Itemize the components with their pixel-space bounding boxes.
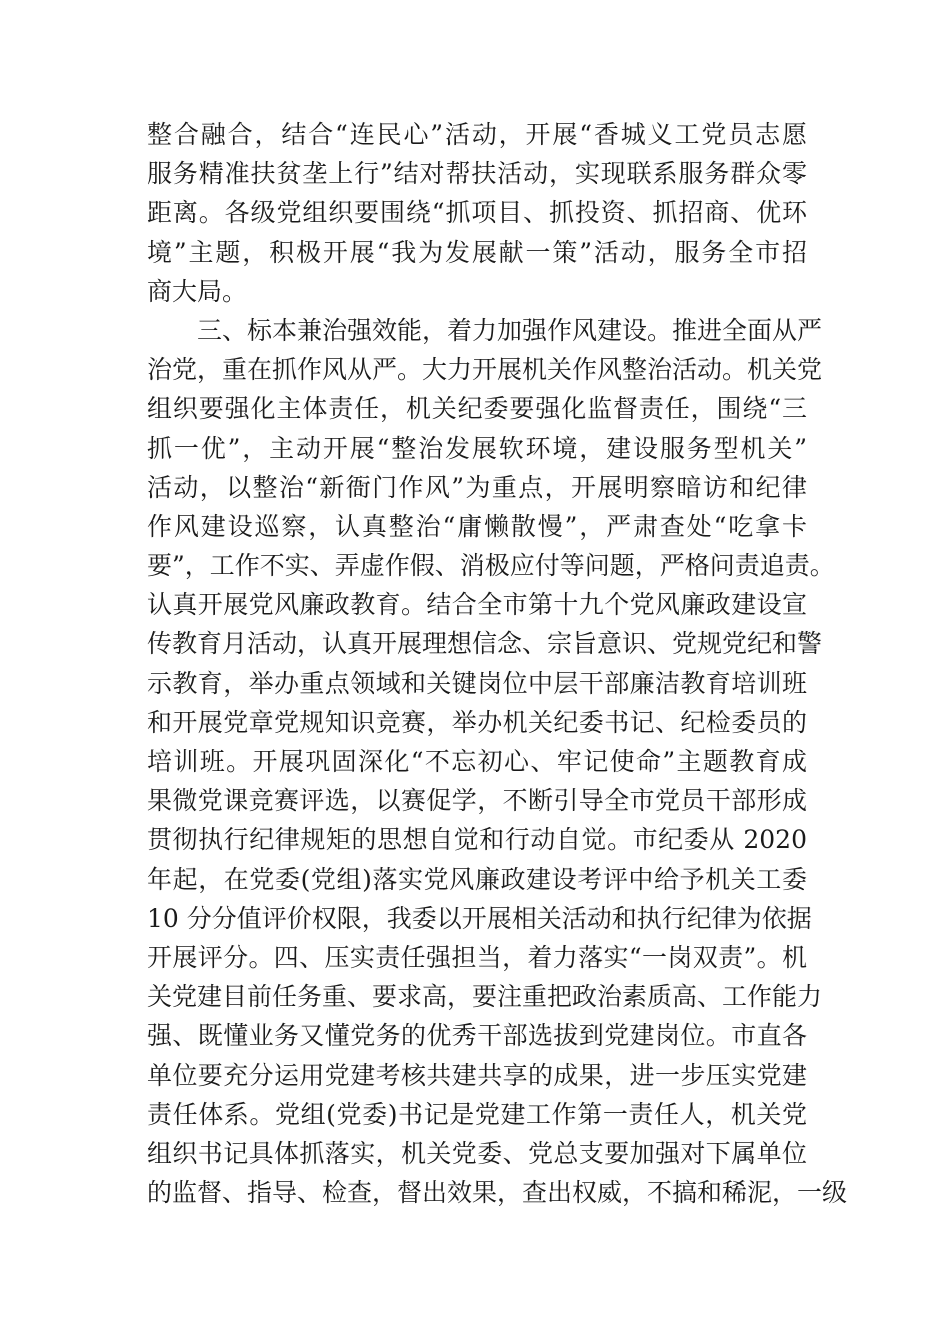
text-line: 传教育月活动，认真开展理想信念、宗旨意识、党规党纪和警	[147, 629, 823, 659]
text-line: 治党，重在抓作风从严。大力开展机关作风整治活动。机关党	[147, 355, 823, 385]
text-line: 果微党课竞赛评选，以赛促学，不断引导全市党员干部形成	[147, 786, 807, 816]
text-line: 强、既懂业务又懂党务的优秀干部选拔到党建岗位。市直各	[147, 1021, 807, 1051]
body-text	[147, 115, 848, 1212]
text-line: 10 分分值评价权限，我委以开展相关活动和执行纪律为依据	[147, 903, 812, 933]
text-line: 关党建目前任务重、要求高，要注重把政治素质高、工作能力	[147, 982, 823, 1012]
text-line: 示教育，举办重点领域和关键岗位中层干部廉洁教育培训班	[147, 668, 807, 698]
text-line: 责任体系。党组(党委)书记是党建工作第一责任人，机关党	[147, 1099, 807, 1129]
text-line: 商大局。	[147, 276, 248, 306]
text-line: 年起，在党委(党组)落实党风廉政建设考评中给予机关工委	[147, 864, 807, 894]
text-line: 作风建设巡察，认真整治“庸懒散慢”，严肃查处“吃拿卡	[147, 511, 807, 541]
text-line: 单位要充分运用党建考核共建共享的成果，进一步压实党建	[147, 1060, 807, 1090]
text-line: 和开展党章党规知识竞赛，举办机关纪委书记、纪检委员的	[147, 707, 807, 737]
text-line: 贯彻执行纪律规矩的思想自觉和行动自觉。市纪委从 2020	[147, 825, 807, 855]
text-line: 活动，以整治“新衙门作风”为重点，开展明察暗访和纪律	[147, 472, 807, 502]
text-line: 组织要强化主体责任，机关纪委要强化监督责任，围绕“三	[147, 394, 807, 424]
text-line: 要”，工作不实、弄虚作假、消极应付等问题，严格问责追责。	[147, 551, 835, 581]
text-line: 认真开展党风廉政教育。结合全市第十九个党风廉政建设宣	[147, 590, 807, 620]
text-line: 的监督、指导、检查，督出效果，查出权威，不搞和稀泥，一级	[147, 1178, 848, 1208]
text-line: 组织书记具体抓落实，机关党委、党总支要加强对下属单位	[147, 1138, 807, 1168]
text-line: 抓一优”，主动开展“整治发展软环境，建设服务型机关”	[147, 433, 807, 463]
text-line: 开展评分。四、压实责任强担当，着力落实“一岗双责”。机	[147, 942, 807, 972]
section-heading-line: 三、标本兼治强效能，着力加强作风建设。推进全面从严	[147, 315, 823, 345]
text-line: 整合融合，结合“连民心”活动，开展“香城义工党员志愿	[147, 120, 807, 149]
text-line: 距离。各级党组织要围绕“抓项目、抓投资、抓招商、优环	[147, 198, 807, 228]
text-line: 境”主题，积极开展“我为发展献一策”活动，服务全市招	[147, 237, 807, 267]
text-line: 培训班。开展巩固深化“不忘初心、牢记使命”主题教育成	[147, 747, 807, 776]
text-line: 服务精准扶贫垄上行”结对帮扶活动，实现联系服务群众零	[147, 159, 807, 189]
